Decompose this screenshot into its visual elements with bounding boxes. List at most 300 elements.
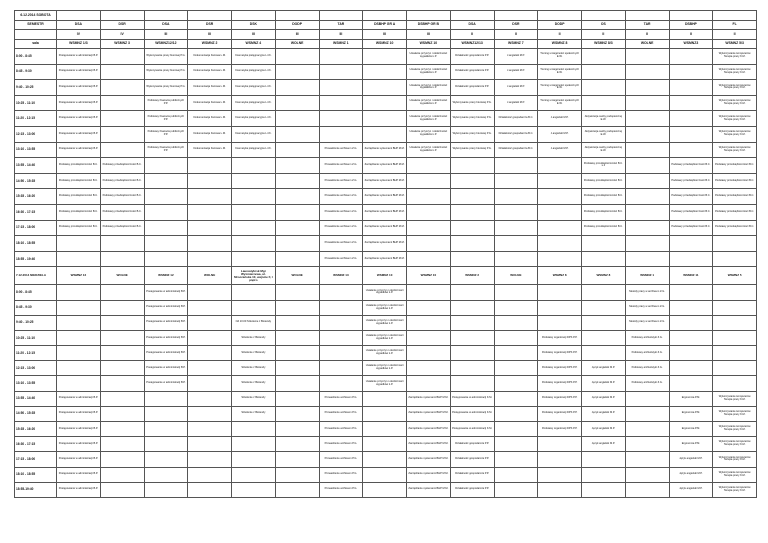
class-cell: [363, 467, 407, 482]
class-cell: Podstawy archiwistyki Z.G.: [625, 361, 669, 376]
class-cell: Trening umiejętności społecznych E.W.: [538, 49, 582, 65]
class-cell: [538, 482, 582, 497]
class-cell: Wykorzystanie komputerów Terapia pracy K.M.: [713, 111, 757, 127]
class-cell: [232, 482, 276, 497]
header-cell: III: [363, 30, 407, 40]
class-cell: [494, 236, 538, 252]
header-cell: WSMNZ 7: [494, 39, 538, 49]
header-cell: DSBHP GR A: [363, 20, 407, 30]
class-cell: [188, 204, 232, 220]
header-cell: TAR: [319, 20, 363, 30]
time-slot-row: [15, 482, 757, 497]
class-cell: Język angielski M.P.: [582, 422, 626, 437]
class-cell: [713, 361, 757, 376]
class-cell: [407, 189, 451, 205]
class-cell: [319, 126, 363, 142]
class-cell: Prowadzenie archiwum P.G.: [319, 482, 363, 497]
class-cell: Wykonywanie pracy biurowej P.G.: [450, 126, 494, 142]
class-cell: Postępowanie w administracji B.P.: [57, 80, 101, 96]
class-cell: Szkolenie z Biotendy: [232, 391, 276, 406]
class-cell: [625, 452, 669, 467]
class-cell: Ustalanie przyczyn i okoliczności wypadków Ł.P.: [363, 285, 407, 300]
class-cell: Język angielski M.P.: [669, 452, 713, 467]
class-cell: [407, 173, 451, 189]
header-cell: II: [450, 30, 494, 40]
class-cell: [275, 285, 319, 300]
class-cell: [144, 391, 188, 406]
class-cell: [669, 95, 713, 111]
class-cell: [669, 346, 713, 361]
class-cell: [275, 80, 319, 96]
class-cell: [275, 391, 319, 406]
class-cell: [275, 315, 319, 330]
header-cell: WOLNE: [494, 267, 538, 285]
header-cell: WSMNZ 10: [363, 267, 407, 285]
class-cell: [188, 482, 232, 497]
class-cell: Zarządzanie systemami BHP M.M.: [407, 437, 451, 452]
class-cell: [669, 315, 713, 330]
class-cell: Podstawy przedsiębiorczości B.C.: [582, 220, 626, 236]
class-cell: Działalność gospodarcza P.P.: [450, 452, 494, 467]
class-cell: Szkolenie z Biotendy: [232, 406, 276, 421]
class-cell: [57, 376, 101, 391]
time-slot-label: 17:15 - 18:00: [15, 452, 57, 467]
class-cell: [363, 80, 407, 96]
class-cell: [538, 285, 582, 300]
class-cell: [625, 111, 669, 127]
class-cell: Prowadzenie archiwum Z.G.: [319, 236, 363, 252]
class-cell: [669, 330, 713, 345]
class-cell: Podstawy przedsiębiorczości B.C.: [713, 158, 757, 174]
class-cell: [100, 80, 144, 96]
class-cell: [188, 437, 232, 452]
class-cell: J.angielski M.P.: [538, 142, 582, 158]
class-cell: [538, 158, 582, 174]
class-cell: [582, 330, 626, 345]
class-cell: [625, 482, 669, 497]
class-cell: [188, 452, 232, 467]
header-cell: WSMNZ 5/3: [713, 39, 757, 49]
class-cell: Postępowanie w administracji B.P.: [144, 346, 188, 361]
class-cell: [100, 406, 144, 421]
class-cell: Szkolenie z Biotendy: [232, 376, 276, 391]
class-cell: Ergonomia P.M.: [669, 391, 713, 406]
class-cell: [582, 251, 626, 267]
class-cell: [713, 251, 757, 267]
header-cell: OS: [582, 20, 626, 30]
class-cell: [669, 361, 713, 376]
header-cell: WOLNE: [275, 267, 319, 285]
class-cell: [494, 482, 538, 497]
class-cell: [450, 236, 494, 252]
class-cell: [275, 300, 319, 315]
class-cell: [100, 422, 144, 437]
class-cell: [100, 315, 144, 330]
class-cell: [669, 80, 713, 96]
class-cell: Prowadzenie archiwum Z.G.: [319, 204, 363, 220]
class-cell: [450, 251, 494, 267]
time-slot-label: 18:55 - 19:40: [15, 251, 57, 267]
class-cell: Język angielski M.P.: [669, 467, 713, 482]
class-cell: Ustalanie przyczyn i okoliczności wypadków Ł.P.: [407, 126, 451, 142]
class-cell: [57, 285, 101, 300]
class-cell: [100, 330, 144, 345]
time-slot-row: [15, 330, 757, 345]
class-cell: [582, 80, 626, 96]
class-cell: Wykorzystanie komputerów Terapia pracy K.M.: [713, 142, 757, 158]
class-cell: Działalność gospodarcza B.C.: [494, 142, 538, 158]
class-cell: [407, 361, 451, 376]
class-cell: [713, 300, 757, 315]
class-cell: [100, 391, 144, 406]
class-cell: [494, 346, 538, 361]
class-cell: Działalność gospodarcza P.P.: [450, 80, 494, 96]
header-cell: WOLNE: [625, 39, 669, 49]
class-cell: Ustalanie przyczyn i okoliczności wypadków Ł.P.: [407, 111, 451, 127]
class-cell: Wykorzystanie komputerów Terapia pracy K.M.: [713, 422, 757, 437]
class-cell: [188, 330, 232, 345]
class-cell: [275, 482, 319, 497]
class-cell: [275, 49, 319, 65]
class-cell: Szkolenie z Biotendy: [232, 330, 276, 345]
class-cell: Prowadzenie archiwum P.G.: [319, 391, 363, 406]
class-cell: Podstawy przedsiębiorczości B.C. s.1: [582, 158, 626, 174]
time-slot-row: [15, 126, 757, 142]
class-cell: Podstawy organizacji DPS P.P.: [538, 422, 582, 437]
class-cell: Działalność gospodarcza P.P.: [450, 437, 494, 452]
class-cell: [144, 236, 188, 252]
class-cell: [494, 422, 538, 437]
class-cell: Wykonywanie pracy biurowej P.G.: [450, 95, 494, 111]
class-cell: [188, 251, 232, 267]
class-cell: [713, 376, 757, 391]
header-cell: DSK: [232, 20, 276, 30]
class-cell: [450, 346, 494, 361]
class-cell: [275, 467, 319, 482]
header-cell: [625, 11, 669, 21]
class-cell: [275, 142, 319, 158]
class-cell: [538, 204, 582, 220]
class-cell: Język angielski M.P.: [582, 406, 626, 421]
class-cell: [494, 158, 538, 174]
header-cell: WSMNZ 8: [538, 267, 582, 285]
class-cell: Podstawy organizacji DPS P.P.: [538, 361, 582, 376]
class-cell: [669, 126, 713, 142]
class-cell: Ustalanie przyczyn i okoliczności wypadków Ł.P.: [407, 80, 451, 96]
class-cell: [582, 95, 626, 111]
class-cell: Postępowanie w administracji B.P.: [144, 330, 188, 345]
class-cell: Ustalanie przyczyn i okoliczności wypadków Ł.P.: [363, 361, 407, 376]
class-cell: Dokumentacja biurowa L.M.: [188, 95, 232, 111]
class-cell: [232, 236, 276, 252]
header-cell: WSMNZ 8: [538, 39, 582, 49]
class-cell: [407, 251, 451, 267]
class-cell: [100, 361, 144, 376]
class-cell: Postępowanie w administracji B.P.: [57, 422, 101, 437]
time-slot-row: [15, 376, 757, 391]
class-cell: Ustalanie przyczyn i okoliczności wypadków Ł.P.: [407, 49, 451, 65]
header-cell: WSMNZ 12: [144, 267, 188, 285]
class-cell: [363, 391, 407, 406]
header-cell: WSMNZ 10: [363, 39, 407, 49]
class-cell: [232, 452, 276, 467]
class-cell: [100, 49, 144, 65]
class-cell: [494, 251, 538, 267]
class-cell: [275, 158, 319, 174]
time-slot-label: 8:45 - 9:30: [15, 64, 57, 80]
class-cell: [582, 452, 626, 467]
class-cell: [450, 220, 494, 236]
class-cell: [494, 467, 538, 482]
class-cell: [144, 189, 188, 205]
class-cell: [275, 452, 319, 467]
class-cell: Język angielski M.P.: [582, 376, 626, 391]
class-cell: J.angielski M.P.: [538, 111, 582, 127]
class-cell: [275, 251, 319, 267]
class-cell: Podstawy przedsiębiorczości B.C.: [100, 158, 144, 174]
class-cell: [363, 482, 407, 497]
class-cell: Podstawy finansów publicznych P.P.: [144, 142, 188, 158]
class-cell: Ustalanie przyczyn i okoliczności wypadków Ł.P.: [363, 315, 407, 330]
class-cell: Prowadzenie archiwum Z.G.: [319, 220, 363, 236]
header-cell: WSMNZ 13: [319, 267, 363, 285]
class-cell: [494, 189, 538, 205]
class-cell: Zarządzanie systemami BHP M.M.: [407, 406, 451, 421]
class-cell: [407, 300, 451, 315]
header-cell: DODP: [275, 20, 319, 30]
class-cell: [494, 173, 538, 189]
header-cell: [57, 11, 101, 21]
class-cell: Dokumentacja biurowa L.M.: [188, 49, 232, 65]
class-cell: [363, 437, 407, 452]
class-cell: J.angielski M.P.: [494, 80, 538, 96]
class-cell: [57, 315, 101, 330]
class-cell: Ustalanie przyczyn i okoliczności wypadków Ł.P.: [407, 142, 451, 158]
time-slot-label: 13:10 - 13:55: [15, 142, 57, 158]
class-cell: [275, 111, 319, 127]
header-cell: WSMNZ 8: [582, 267, 626, 285]
class-cell: Działalność gospodarcza P.P.: [450, 64, 494, 80]
class-cell: Podstawy przedsiębiorczości B.C.: [669, 204, 713, 220]
class-cell: Trening umiejętności społecznych E.W.: [538, 95, 582, 111]
class-cell: [450, 361, 494, 376]
class-cell: [188, 285, 232, 300]
class-cell: [57, 236, 101, 252]
class-cell: Kosmetyka pielęgnacyjna L.Ch.: [232, 111, 276, 127]
class-cell: [538, 236, 582, 252]
time-slot-label: 18:55-19:40: [15, 482, 57, 497]
header-cell: DSA: [57, 20, 101, 30]
class-cell: [669, 49, 713, 65]
header-cell: II: [538, 30, 582, 40]
time-slot-row: [15, 220, 757, 236]
header-cell: DSA: [450, 20, 494, 30]
class-cell: [407, 204, 451, 220]
class-cell: Podstawy organizacji DPS P.P.: [538, 391, 582, 406]
class-cell: Postępowanie w administracji B.P.: [57, 142, 101, 158]
class-cell: Podstawy przedsiębiorczości B.C.: [713, 173, 757, 189]
class-cell: Ustalanie przyczyn i okoliczności wypadków Ł.P.: [407, 64, 451, 80]
header-cell: [669, 11, 713, 21]
class-cell: [494, 204, 538, 220]
class-cell: J.angielski M.P.: [494, 64, 538, 80]
class-cell: [363, 95, 407, 111]
header-cell: IV: [57, 30, 101, 40]
class-cell: Zarządzanie systemami BHP M.M.: [363, 251, 407, 267]
class-cell: [625, 236, 669, 252]
class-cell: [188, 189, 232, 205]
class-cell: [100, 467, 144, 482]
class-cell: [144, 482, 188, 497]
header-row: [15, 20, 757, 30]
class-cell: [144, 452, 188, 467]
time-slot-row: [15, 204, 757, 220]
class-cell: Podstawy przedsiębiorczości B.C.: [582, 173, 626, 189]
class-cell: [188, 467, 232, 482]
class-cell: [188, 236, 232, 252]
class-cell: [450, 315, 494, 330]
time-slot-label: 16:30 - 17:15: [15, 204, 57, 220]
class-cell: [669, 251, 713, 267]
class-cell: [625, 158, 669, 174]
class-cell: Podstawy przedsiębiorczości B.C.: [669, 173, 713, 189]
class-cell: Zarządzanie systemami BHP M.M.: [407, 452, 451, 467]
time-slot-label: 14:50 - 15:35: [15, 406, 57, 421]
header-cell: WOLNE: [275, 39, 319, 49]
class-cell: Trening umiejętności społecznych E.W.: [538, 64, 582, 80]
class-cell: [275, 376, 319, 391]
class-cell: [582, 49, 626, 65]
class-cell: [625, 173, 669, 189]
header-cell: II: [494, 30, 538, 40]
day-date: 6.12.2014 SOBOTA: [15, 11, 57, 21]
class-cell: [407, 236, 451, 252]
class-cell: Kosmetyka pielęgnacyjna L.Ch.: [232, 142, 276, 158]
class-cell: [450, 204, 494, 220]
class-cell: [144, 204, 188, 220]
class-cell: [275, 361, 319, 376]
time-slot-label: 13:10 - 13:55: [15, 376, 57, 391]
time-slot-row: [15, 300, 757, 315]
class-cell: Podstawy przedsiębiorczości B.C.: [57, 158, 101, 174]
class-cell: Ustalanie przyczyn i okoliczności wypadków Ł.P.: [407, 95, 451, 111]
header-cell: [494, 11, 538, 21]
class-cell: Zarządzanie systemami BHP M.M.: [407, 391, 451, 406]
class-cell: [363, 126, 407, 142]
class-cell: [100, 376, 144, 391]
class-cell: Podstawy przedsiębiorczości B.C.: [57, 204, 101, 220]
class-cell: [669, 142, 713, 158]
class-cell: [538, 452, 582, 467]
class-cell: Wykorzystanie komputerów Terapia pracy K.M.: [713, 64, 757, 80]
time-slot-row: [15, 236, 757, 252]
class-cell: Podstawy organizacji DPS P.P.: [538, 330, 582, 345]
class-cell: Prowadzenie archiwum P.G.: [319, 467, 363, 482]
header-cell: [538, 11, 582, 21]
class-cell: [494, 406, 538, 421]
class-cell: [275, 346, 319, 361]
class-cell: Kosmetyka pielęgnacyjna L.Ch.: [232, 80, 276, 96]
class-cell: [144, 173, 188, 189]
class-cell: Zarządzanie systemami BHP M.M.: [363, 220, 407, 236]
class-cell: Postępowanie w administracji B.P.: [57, 95, 101, 111]
class-cell: [407, 285, 451, 300]
header-cell: WSMNZ 1: [319, 39, 363, 49]
header-cell: WSMNZ 5: [713, 267, 757, 285]
header-cell: III: [407, 30, 451, 40]
class-cell: [625, 251, 669, 267]
class-cell: Wykorzystanie komputerów Terapia pracy K.M.: [713, 406, 757, 421]
class-cell: [232, 285, 276, 300]
class-cell: Szkolenie z Biotendy: [232, 346, 276, 361]
class-cell: Podstawy finansów publicznych P.P.: [144, 95, 188, 111]
class-cell: Zarządzanie systemami BHP M.M.: [363, 204, 407, 220]
class-cell: [100, 452, 144, 467]
time-slot-label: 9:40 - 10:25: [15, 315, 57, 330]
class-cell: Działalność gospodarcza P.P.: [450, 49, 494, 65]
class-cell: [275, 204, 319, 220]
time-slot-label: 10:25 - 11:10: [15, 95, 57, 111]
header-cell: WSMNZ 8/3: [582, 39, 626, 49]
class-cell: Postępowanie w administracji K.M.: [450, 391, 494, 406]
header-cell: III: [319, 30, 363, 40]
header-cell: DODP: [538, 20, 582, 30]
header-row: [15, 39, 757, 49]
class-cell: [100, 300, 144, 315]
class-cell: Język angielski M.P.: [582, 437, 626, 452]
header-cell: [319, 11, 363, 21]
class-cell: [319, 64, 363, 80]
header-cell: WSMNZ12/13: [450, 39, 494, 49]
class-cell: [319, 361, 363, 376]
class-cell: Podstawy archiwistyki Z.G.: [625, 330, 669, 345]
class-cell: [232, 189, 276, 205]
time-slot-row: [15, 422, 757, 437]
class-cell: [232, 204, 276, 220]
time-slot-row: [15, 189, 757, 205]
class-cell: Postępowanie w administracji K.M.: [450, 406, 494, 421]
header-row: [15, 11, 757, 21]
class-cell: [625, 126, 669, 142]
class-cell: [275, 126, 319, 142]
class-cell: Podstawy przedsiębiorczości B.C.: [57, 220, 101, 236]
class-cell: [232, 173, 276, 189]
class-cell: [57, 346, 101, 361]
class-cell: [319, 95, 363, 111]
class-cell: [363, 406, 407, 421]
class-cell: [188, 346, 232, 361]
class-cell: [100, 236, 144, 252]
time-slot-row: [15, 406, 757, 421]
header-cell: WSMNZ3: [669, 39, 713, 49]
class-cell: [669, 300, 713, 315]
class-cell: [188, 220, 232, 236]
class-cell: Zarządzanie systemami BHP M.M.: [363, 189, 407, 205]
class-cell: [450, 285, 494, 300]
time-slot-label: 14:50 - 15:35: [15, 173, 57, 189]
time-slot-row: [15, 158, 757, 174]
class-cell: [275, 437, 319, 452]
class-cell: Ustalanie przyczyn i okoliczności wypadków Ł.P.: [363, 300, 407, 315]
class-cell: Wykonywanie pracy biurowej P.G.: [144, 64, 188, 80]
class-cell: Podstawy archiwistyki Z.G.: [625, 346, 669, 361]
class-cell: Podstawy przedsiębiorczości B.C.: [669, 220, 713, 236]
class-cell: [625, 391, 669, 406]
class-cell: [407, 220, 451, 236]
class-cell: [188, 173, 232, 189]
class-cell: [494, 285, 538, 300]
class-cell: Podstawy przedsiębiorczości B.C.: [669, 158, 713, 174]
